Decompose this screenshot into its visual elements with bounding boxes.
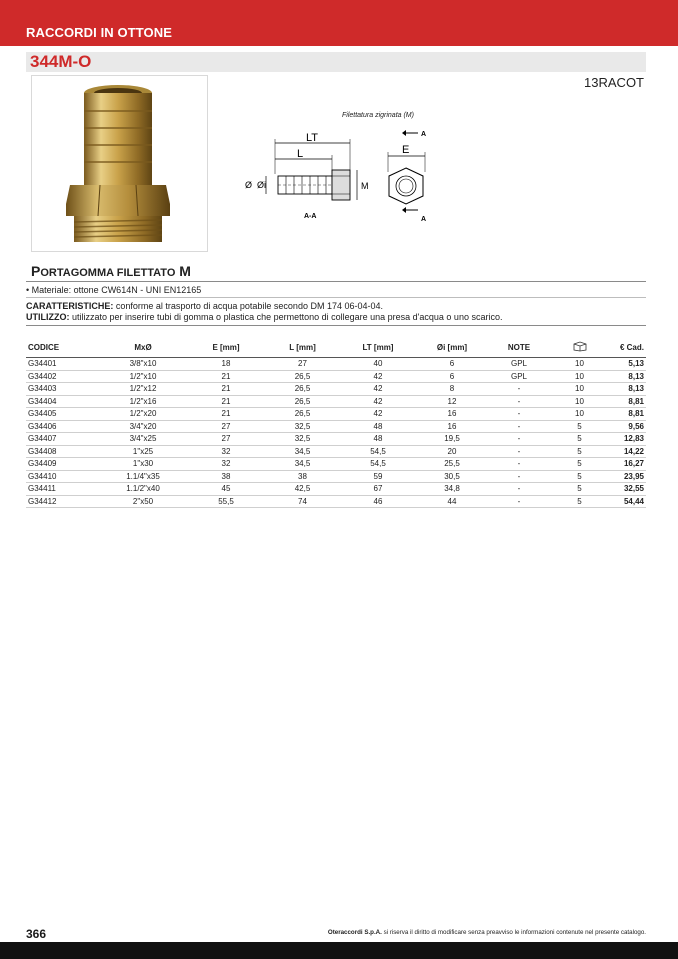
col-header: E [mm] <box>188 337 264 358</box>
divider <box>26 281 646 282</box>
phi-label: Ø <box>245 180 253 190</box>
table-cell: 40 <box>341 358 415 371</box>
col-header: CODICE <box>26 337 98 358</box>
section-header-bar <box>0 0 678 46</box>
product-heading: PORTAGOMMA FILETTATO M <box>31 263 191 279</box>
product-table <box>26 337 646 508</box>
package-quantity-header <box>549 337 610 358</box>
table-cell: 67 <box>341 483 415 496</box>
table-cell: G34409 <box>26 458 98 471</box>
table-cell: 1/2"x16 <box>98 395 188 408</box>
table-cell: 14,22 <box>610 445 646 458</box>
table-cell: 46 <box>341 495 415 508</box>
table-cell: 6 <box>415 358 489 371</box>
product-title-bar <box>26 52 646 72</box>
table-cell: G34401 <box>26 358 98 371</box>
table-cell: 10 <box>549 358 610 371</box>
table-cell: G34410 <box>26 470 98 483</box>
table-cell: G34406 <box>26 420 98 433</box>
table-cell: 32,5 <box>264 433 341 446</box>
table-cell: 21 <box>188 408 264 421</box>
table-cell: 5 <box>549 495 610 508</box>
table-cell: 1.1/4"x35 <box>98 470 188 483</box>
col-header: NOTE <box>489 337 549 358</box>
table-cell: G34407 <box>26 433 98 446</box>
table-cell: 10 <box>549 370 610 383</box>
table-cell: 5 <box>549 470 610 483</box>
table-cell: 27 <box>188 433 264 446</box>
section-a-top: A <box>421 131 427 138</box>
table-cell: 20 <box>415 445 489 458</box>
table-cell: G34411 <box>26 483 98 496</box>
table-cell: 2"x50 <box>98 495 188 508</box>
table-cell: 42 <box>341 395 415 408</box>
usage-line: UTILIZZO: utilizzato per inserire tubi di gomma o plastica che permettono di collegare una presa d'acqua o uno scarico. <box>26 312 503 322</box>
table-cell: 5 <box>549 433 610 446</box>
table-cell: 27 <box>264 358 341 371</box>
box-icon <box>572 340 588 352</box>
table-row <box>26 395 646 408</box>
table-cell: 10 <box>549 383 610 396</box>
table-cell: 1"x25 <box>98 445 188 458</box>
table-cell: 38 <box>188 470 264 483</box>
table-cell: 9,56 <box>610 420 646 433</box>
table-cell: 27 <box>188 420 264 433</box>
table-cell: 34,5 <box>264 445 341 458</box>
table-cell: - <box>489 408 549 421</box>
table-cell: 26,5 <box>264 383 341 396</box>
table-cell: 12,83 <box>610 433 646 446</box>
table-cell: 5,13 <box>610 358 646 371</box>
table-cell: 44 <box>415 495 489 508</box>
table-cell: 10 <box>549 395 610 408</box>
table-cell: 1/2"x10 <box>98 370 188 383</box>
table-cell: 5 <box>549 458 610 471</box>
col-header: € Cad. <box>610 337 646 358</box>
table-cell: 16 <box>415 408 489 421</box>
table-cell: 54,44 <box>610 495 646 508</box>
section-label: A-A <box>304 213 317 220</box>
table-row <box>26 458 646 471</box>
divider <box>26 297 646 298</box>
table-row <box>26 483 646 496</box>
table-cell: 23,95 <box>610 470 646 483</box>
table-cell: 1.1/2"x40 <box>98 483 188 496</box>
table-row <box>26 433 646 446</box>
features-line: CARATTERISTICHE: conforme al trasporto di acqua potabile secondo DM 174 06-04-04. <box>26 301 383 311</box>
lt-label: LT <box>306 132 319 144</box>
table-cell: 16,27 <box>610 458 646 471</box>
table-row <box>26 370 646 383</box>
col-header: Øi [mm] <box>415 337 489 358</box>
table-cell: 8,81 <box>610 395 646 408</box>
table-cell: 16 <box>415 420 489 433</box>
table-cell: 42 <box>341 383 415 396</box>
table-cell: GPL <box>489 370 549 383</box>
table-cell: 1"x30 <box>98 458 188 471</box>
footer-bar <box>0 942 678 959</box>
footer-disclaimer: Oteraccordi S.p.A. si riserva il diritto di modificare senza preavviso le informazioni contenute nel presente catalogo. <box>327 929 646 936</box>
table-cell: 42,5 <box>264 483 341 496</box>
table-cell: - <box>489 483 549 496</box>
phi-i-label: Øi <box>257 180 266 190</box>
table-cell: G34404 <box>26 395 98 408</box>
table-cell: - <box>489 470 549 483</box>
col-header: MxØ <box>98 337 188 358</box>
table-cell: - <box>489 495 549 508</box>
l-label: L <box>297 148 304 160</box>
table-cell: 5 <box>549 445 610 458</box>
table-cell: 26,5 <box>264 408 341 421</box>
brass-fitting-image <box>32 76 207 251</box>
table-cell: 59 <box>341 470 415 483</box>
table-cell: - <box>489 433 549 446</box>
table-cell: 45 <box>188 483 264 496</box>
table-cell: 6 <box>415 370 489 383</box>
table-cell: - <box>489 420 549 433</box>
table-cell: - <box>489 458 549 471</box>
table-row <box>26 470 646 483</box>
catalog-code: 13RACOT <box>584 75 644 90</box>
table-cell: 32 <box>188 445 264 458</box>
section-title: RACCORDI IN OTTONE <box>26 25 173 40</box>
table-cell: G34408 <box>26 445 98 458</box>
table-cell: 18 <box>188 358 264 371</box>
table-cell: 26,5 <box>264 395 341 408</box>
e-label: E <box>402 144 410 156</box>
table-cell: 32,5 <box>264 420 341 433</box>
table-cell: 32 <box>188 458 264 471</box>
table-cell: 5 <box>549 420 610 433</box>
table-cell: 8 <box>415 383 489 396</box>
table-cell: 38 <box>264 470 341 483</box>
product-code: 344M-O <box>30 52 92 71</box>
table-cell: 3/8"x10 <box>98 358 188 371</box>
table-cell: 1/2"x20 <box>98 408 188 421</box>
table-cell: G34403 <box>26 383 98 396</box>
page-number: 366 <box>26 927 47 941</box>
table-cell: 54,5 <box>341 445 415 458</box>
table-cell: 32,55 <box>610 483 646 496</box>
table-cell: G34405 <box>26 408 98 421</box>
table-cell: 30,5 <box>415 470 489 483</box>
table-cell: G34402 <box>26 370 98 383</box>
table-row <box>26 445 646 458</box>
technical-drawing <box>240 104 440 229</box>
table-cell: 19,5 <box>415 433 489 446</box>
table-cell: 74 <box>264 495 341 508</box>
table-cell: 42 <box>341 408 415 421</box>
table-cell: 8,81 <box>610 408 646 421</box>
table-cell: 8,13 <box>610 370 646 383</box>
divider <box>26 325 646 326</box>
table-cell: 21 <box>188 395 264 408</box>
table-cell: 21 <box>188 383 264 396</box>
table-cell: 21 <box>188 370 264 383</box>
table-cell: 12 <box>415 395 489 408</box>
table-cell: 8,13 <box>610 383 646 396</box>
table-cell: 26,5 <box>264 370 341 383</box>
table-row <box>26 420 646 433</box>
product-photo <box>31 75 208 252</box>
col-header: L [mm] <box>264 337 341 358</box>
table-cell: GPL <box>489 358 549 371</box>
col-header: LT [mm] <box>341 337 415 358</box>
table-cell: 48 <box>341 433 415 446</box>
table-cell: 34,8 <box>415 483 489 496</box>
material-line: • Materiale: ottone CW614N - UNI EN12165 <box>26 285 202 295</box>
table-cell: 3/4"x20 <box>98 420 188 433</box>
table-cell: 48 <box>341 420 415 433</box>
table-cell: 5 <box>549 483 610 496</box>
table-cell: 1/2"x12 <box>98 383 188 396</box>
table-row <box>26 495 646 508</box>
drawing-note: Filettatura zigrinata (M) <box>342 112 414 119</box>
table-cell: 25,5 <box>415 458 489 471</box>
table-cell: 34,5 <box>264 458 341 471</box>
m-label: M <box>361 181 369 191</box>
table-row <box>26 408 646 421</box>
table-cell: 54,5 <box>341 458 415 471</box>
table-cell: - <box>489 395 549 408</box>
section-a-bottom: A <box>421 216 427 223</box>
table-cell: 55,5 <box>188 495 264 508</box>
table-cell: - <box>489 383 549 396</box>
table-cell: 3/4"x25 <box>98 433 188 446</box>
table-cell: - <box>489 445 549 458</box>
table-row <box>26 358 646 371</box>
table-header-row <box>26 337 646 358</box>
table-cell: 42 <box>341 370 415 383</box>
table-cell: G34412 <box>26 495 98 508</box>
table-cell: 10 <box>549 408 610 421</box>
table-row <box>26 383 646 396</box>
